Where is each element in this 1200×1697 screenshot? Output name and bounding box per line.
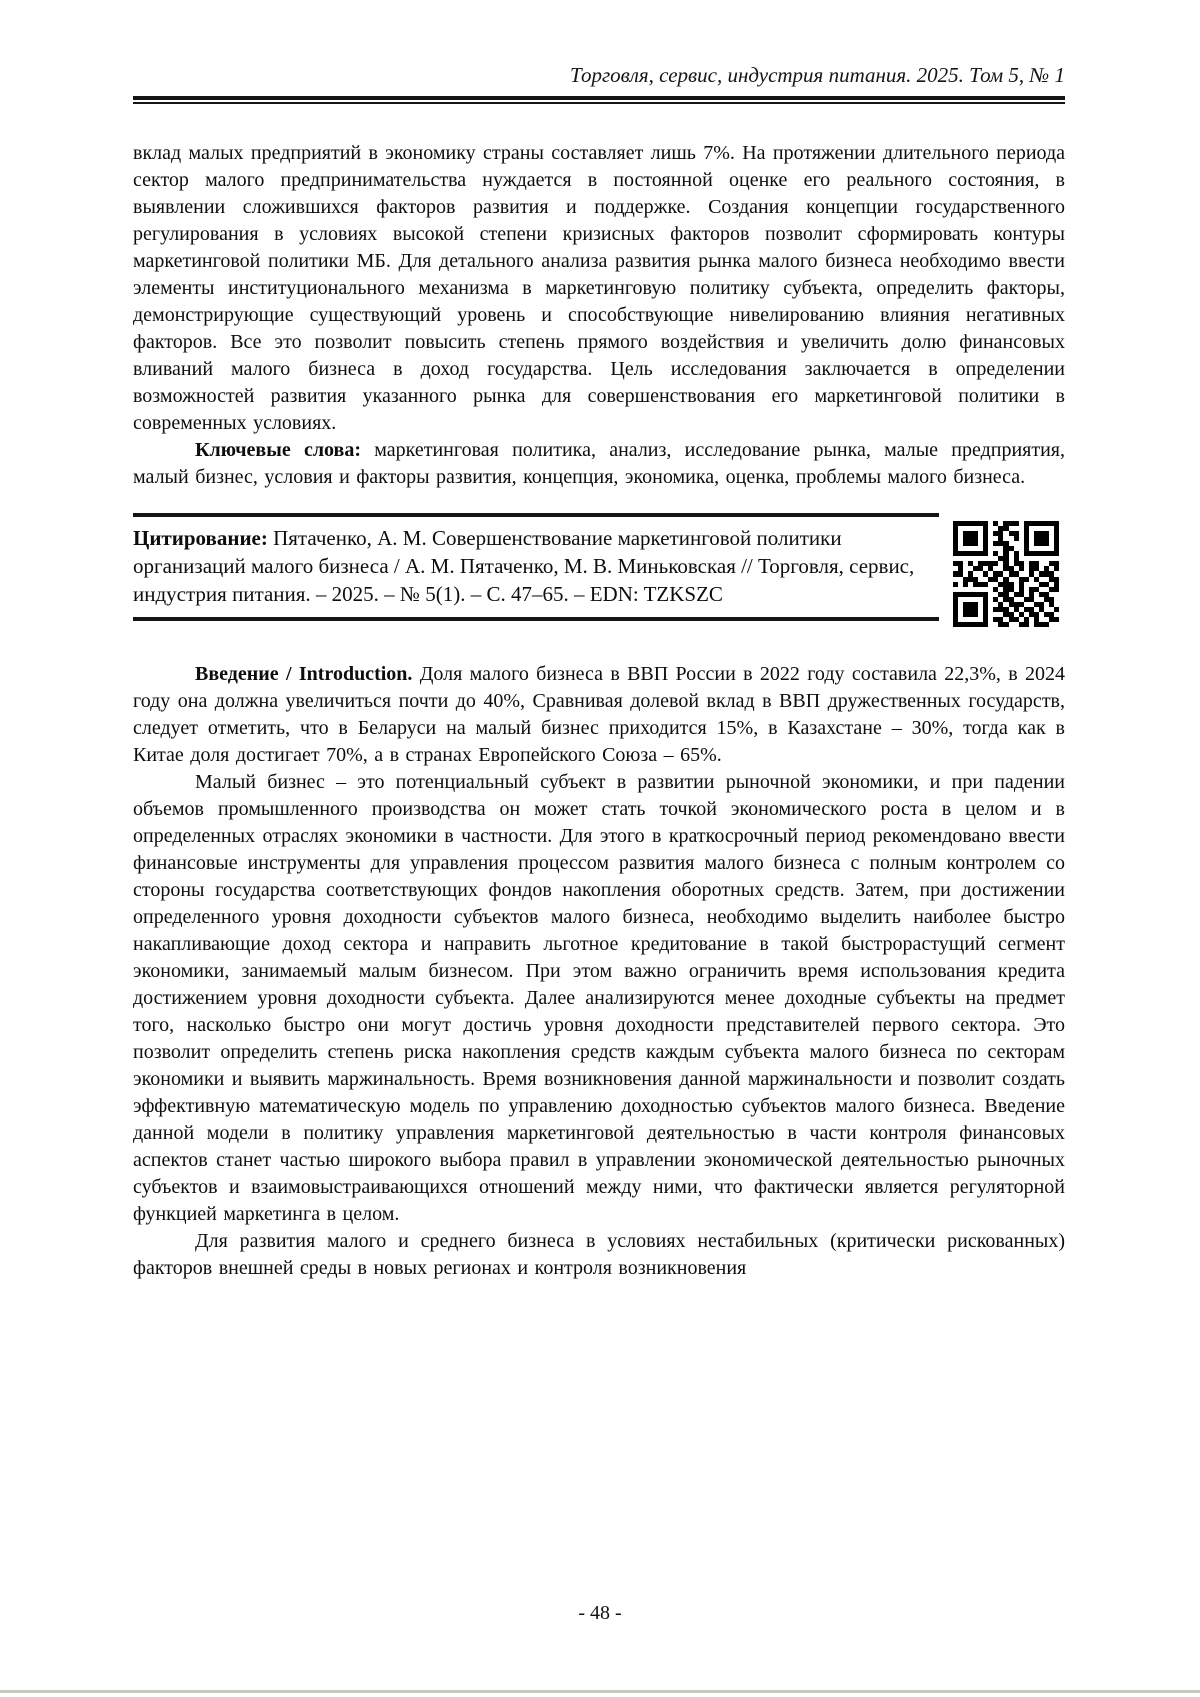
citation-text: Пятаченко, А. М. Совершенствование маркетинговой политики организаций малого бизнеса / А. М. Пятаченко, М. В. Миньковская // Торговля, сервис, индустрия питания. – 2025. – № 5(1). – С. 47–65. – EDN: TZKSZC — [133, 526, 915, 606]
body-paragraph-development: Для развития малого и среднего бизнеса в условиях нестабильных (критически рискованных) факторов внешней среды в новых регионах и контроля возникновения — [133, 1230, 1065, 1279]
journal-header: Торговля, сервис, индустрия питания. 2025. Том 5, № 1 — [570, 63, 1065, 87]
introduction-text: Доля малого бизнеса в ВВП России в 2022 году составила 22,3%, в 2024 году она должна увеличиться почти до 40%, Сравнивая долевой вклад в ВВП дружественных государств, следует отметить, что в Беларуси на малый бизнес приходится 15%, в Казахстане – 30%, тогда как в Китае доля достигает 70%, а в странах Европейского Союза – 65%. — [133, 663, 1065, 766]
page-number: - 48 - — [578, 1602, 622, 1624]
keywords-text: маркетинговая политика, анализ, исследование рынка, малые предприятия, малый бизнес, условия и факторы развития, концепция, экономика, оценка, проблемы малого бизнеса. — [133, 439, 1065, 488]
header-rule — [133, 96, 1065, 104]
qr-code-icon — [953, 521, 1059, 627]
citation-box — [133, 513, 939, 621]
keywords-paragraph — [133, 437, 1065, 491]
body-paragraph-small-business: Малый бизнес – это потенциальный субъект в развитии рыночной экономики, и при падении объемов промышленного производства он может стать точкой экономического роста в целом и в определенных отраслях экономики в частности. Для этого в краткосрочный период рекомендовано ввести финансовые инструменты для управления процессом развития малого бизнеса с полным контролем со стороны государства соответствующих фондов накопления оборотных средств. Затем, при достижении определенного уровня доходности субъектов малого бизнеса, необходимо выделить наиболее быстро накапливающие доход сектора и направить льготное кредитование в такой быстрорастущий сегмент экономики, занимаемый малым бизнесом. При этом важно ограничить время использования кредита достижением уровня доходности субъекта. Далее анализируются менее доходные субъекты на предмет того, насколько быстро они могут достичь уровня доходности представителей первого сектора. Это позволит определить степень риска накопления средств каждым субъекта малого бизнеса по секторам экономики и выявить маржинальность. Время возникновения данной маржинальности и позволит создать эффективную математическую модель по управлению доходностью субъектов малого бизнеса. Введение данной модели в политику управления маркетинговой деятельностью в части контроля финансовых аспектов станет частью широкого выбора правил в управлении экономической деятельностью рыночных субъектов и взаимовыстраивающихся отношений между ними, что фактически является регуляторной функцией маркетинга в целом. — [133, 771, 1065, 1225]
introduction-heading: Введение / Introduction. — [195, 663, 413, 685]
citation-paragraph — [133, 524, 939, 608]
citation-label: Цитирование: — [133, 526, 268, 550]
keywords-label: Ключевые слова: — [195, 439, 361, 461]
page-edge-line — [0, 1690, 1200, 1693]
citation-block — [133, 513, 1065, 627]
abstract-continuation-paragraph: вклад малых предприятий в экономику страны составляет лишь 7%. На протяжении длительного периода сектор малого предпринимательства нуждается в постоянной оценке его реального состояния, в выявлении сложившихся факторов развития и поддержке. Создания концепции государственного регулирования в условиях высокой степени кризисных факторов позволит сформировать контуры маркетинговой политики МБ. Для детального анализа развития рынка малого бизнеса необходимо ввести элементы институционального механизма в маркетинговую политику субъекта, определить факторы, демонстрирующие существующий уровень и способствующие нивелированию влияния негативных факторов. Все это позволит повысить степень прямого воздействия и увеличить долю финансовых вливаний малого бизнеса в доход государства. Цель исследования заключается в определении возможностей развития указанного рынка для совершенствования его маркетинговой политики в современных условиях. — [133, 142, 1065, 434]
introduction-paragraph — [133, 661, 1065, 769]
